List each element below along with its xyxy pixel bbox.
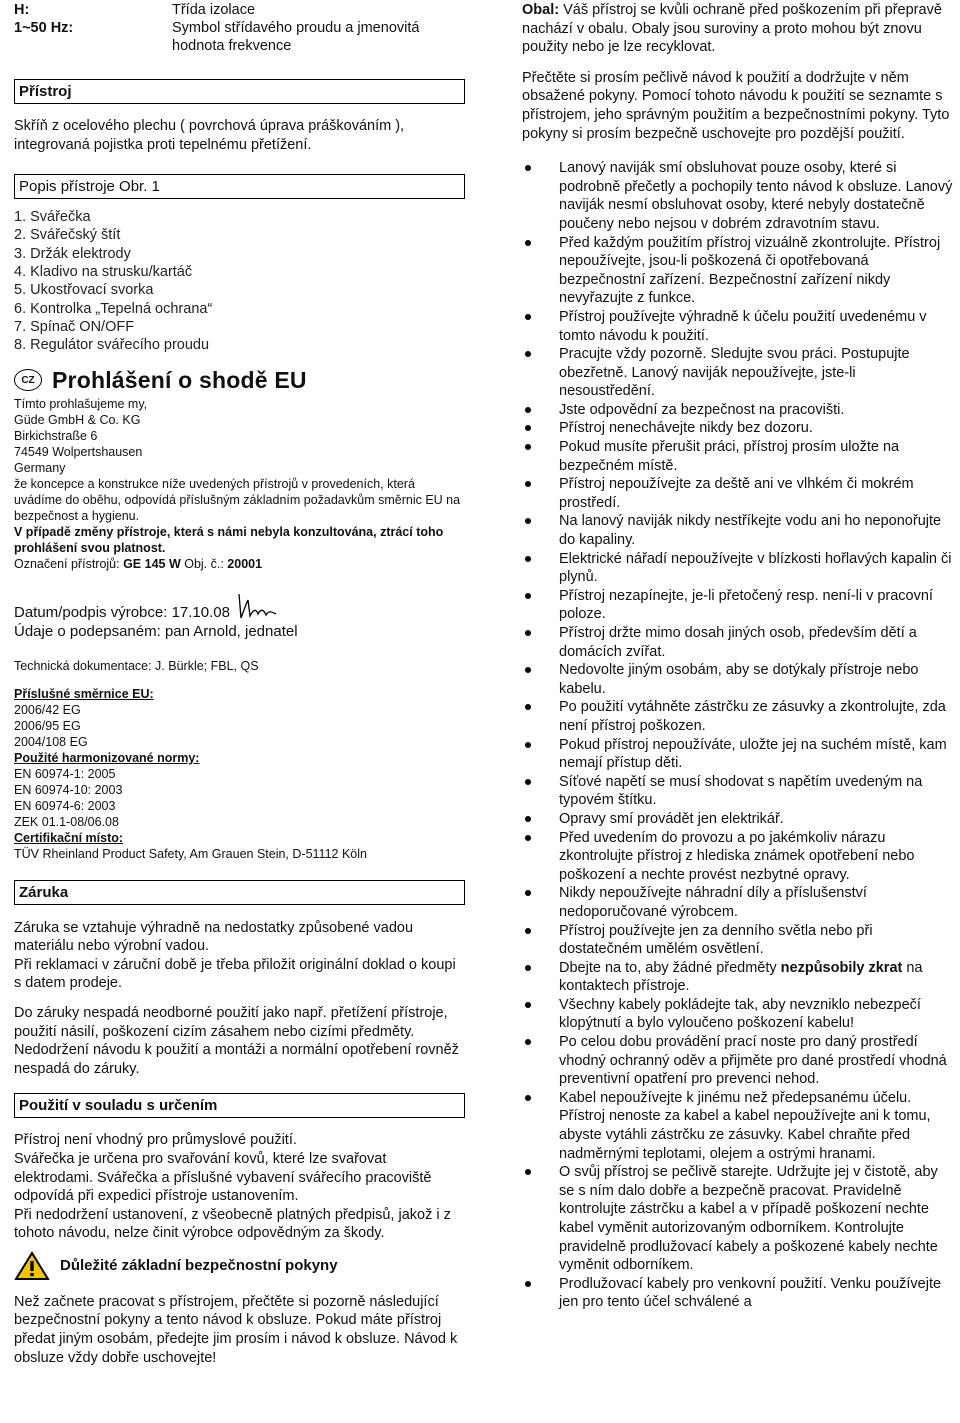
directive-item: 2006/95 EG [14,718,81,733]
bullet-item: Pokud musíte přerušit práci, přístroj prosím uložte na bezpečném místě. [522,438,954,475]
tech-doc: Technická dokumentace: J. Bürkle; FBL, QS [14,658,259,673]
definitions [14,1,466,55]
emphasis: nezpůsobily zkrat [780,959,903,976]
bullet-item: Přístroj používejte výhradně k účelu použití uvedenému v tomto návodu k použití. [522,308,954,345]
bullet-item: Jste odpovědní za bezpečnost na pracovišti. [522,401,954,420]
declaration-title: Prohlášení o shodě EU [52,366,307,393]
norm-item: ZEK 01.1-08/06.08 [14,814,119,829]
designation-label: Označení přístrojů: [14,556,124,571]
norm-item: EN 60974-10: 2003 [14,782,123,797]
norm-item: EN 60974-1: 2005 [14,766,116,781]
list-item: 1. Svářečka [14,209,91,226]
bullet-item: Elektrické nářadí nepoužívejte v blízkosti hořlavých kapalin či plynů. [522,550,954,587]
popis-list [14,208,466,354]
right-column [522,0,954,1312]
bullet-item: Přístroj nepoužívejte za deště ani ve vlhkém či mokrém prostředí. [522,475,954,512]
obj-value: 20001 [227,556,263,571]
bullet-item: Nikdy nepoužívejte náhradní díly a příslušenství nedoporučované výrobcem. [522,884,954,921]
directive-item: 2004/108 EG [14,734,88,749]
bullet-item: Přístroj nezapínejte, je-li přetočený resp. není-li v pracovní poloze. [522,587,954,624]
list-item: 4. Kladivo na strusku/kartáč [14,264,193,281]
bullet-item: Nedovolte jiným osobám, aby se dotýkaly přístroje nebo kabelu. [522,661,954,698]
safety-bullets [522,159,954,1312]
declaration-body [14,396,466,572]
signature-icon [236,590,280,622]
bullet-item: O svůj přístroj se pečlivě starejte. Udržujte jej v čistotě, aby se s ním dalo dobře a bezpečně pracovat. Pravidelně kontrolujte zástrčku a kabel a v případě poškození nechte kabel vyměnit autorizovaným odborníkem. Kontrolujte pravidelně prodlužovací kabely a poškozené kabely nechte vyměnit odborníkem. [522,1163,954,1275]
declaration-line: Birkichstraße 6 [14,428,98,443]
bullet-item: Všechny kabely pokládejte tak, aby nevzniklo nebezpečí klopýtnutí a bylo vyloučeno poškození kabelu! [522,996,954,1033]
designation-value: GE 145 W [123,556,181,571]
safety-text: Než začnete pracovat s přístrojem, přečtěte si pozorně následující bezpečnostní pokyny a tento návod k obsluze. Pokud máte přístroj předat jiným osobám, předejte jim prosím i návod k obsluze. Návod k obsluze vždy dobře uschovejte! [14,1293,458,1366]
list-item: 3. Držák elektrody [14,245,131,262]
bullet-item: Lanový naviják smí obsluhovat pouze osoby, které si podrobně přečetly a pochopily tento návod k obsluze. Lanový naviják nesmí obsluhovat osoby, které nebyly dostatečně poučeny nebo nejsou v dobrém zdravotním stavu. [522,159,954,233]
section-heading-pouziti: Použití v souladu s určením [14,1093,465,1118]
bullet-item: Prodlužovací kabely pro venkovní použití. Venku používejte jen pro tento účel schválené a [522,1275,954,1312]
bullet-item: Před uvedením do provozu a po jakémkoliv nárazu zkontrolujte přístroj z hlediska známek opotřebení nebo poškození a nechte provést nezbytné opravy. [522,829,954,885]
safety-heading-row [14,1251,466,1281]
signer-line: Údaje o podepsaném: pan Arnold, jednatel [14,622,298,640]
list-item: 2. Svářečský štít [14,227,121,244]
list-item: 7. Spínač ON/OFF [14,318,135,335]
bullet-item: Po použití vytáhněte zástrčku ze zásuvky a zkontrolujte, zda není přístroj poškozen. [522,698,954,735]
date-signature-line [14,590,466,622]
bullet-item: Dbejte na to, aby žádné předměty nezpůsobily zkrat na kontaktech přístroje. [522,959,954,996]
section-heading-popis: Popis přístroje Obr. 1 [14,174,465,199]
directive-item: 2006/42 EG [14,702,81,717]
list-item: 6. Kontrolka „Tepelná ochrana“ [14,300,213,317]
directives-heading: Příslušné směrnice EU: [14,686,154,701]
zaruka-p1: Záruka se vztahuje výhradně na nedostatky způsobené vadou materiálu nebo výrobní vadou. [14,919,414,955]
obal-label: Obal: [522,2,560,18]
declaration-line: 74549 Wolpertshausen [14,444,143,459]
declaration-header [14,367,466,394]
obal-text: Váš přístroj se kvůli ochraně před poškozením při přepravě nachází v obalu. Obaly jsou suroviny a proto mohou být znovu použity nebo je lze recyklovat. [522,2,942,56]
list-item: 5. Ukostřovací svorka [14,282,154,299]
pouziti-p3: Při nedodržení ustanovení, z všeobecně platných předpisů, jakož i z tohoto návodu, nelze činit výrobce odpovědným za škody. [14,1206,451,1242]
norms-heading: Použité harmonizované normy: [14,750,200,765]
zaruka-p3: Do záruky nespadá neodborné použití jako např. přetížení přístroje, použití násilí, poškození cizím zásahem nebo cizími předměty. Nedodržení návodu k použití a montáži a normální opotřebení rovněž nespadá do záruky. [14,1004,459,1077]
norms-block [14,686,466,862]
safety-heading: Důležité základní bezpečnostní pokyny [60,1257,338,1275]
def-value: Třída izolace [172,2,256,18]
pouziti-p2: Svářečka je určena pro svařování kovů, které lze svařovat elektrodami. Svářečka a příslušné vybavení svářecího pracoviště odpovídá při expedici přístroje ustanovením. [14,1150,432,1205]
bullet-item: Pracujte vždy pozorně. Sledujte svou práci. Postupujte obezřetně. Lanový naviják nepoužívejte, jste-li nesoustředění. [522,345,954,401]
cert-text: TÜV Rheinland Product Safety, Am Grauen Stein, D-51112 Köln [14,846,367,861]
pouziti-p1: Přístroj není vhodný pro průmyslové použití. [14,1132,297,1149]
intro-paragraph: Přečtěte si prosím pečlivě návod k použití a dodržujte v něm obsažené pokyny. Pomocí tohoto návodu k použití se seznamte s přístrojem, jeho správným použitím a bezpečnostními pokyny. Tyto pokyny si prosím bezpečně uschovejte pro pozdější použití. [522,69,950,142]
pristroj-text: Skříň z ocelového plechu ( povrchová úprava práškováním ), integrovaná pojistka proti tepelnému přetížení. [14,118,405,153]
obal-paragraph [522,1,954,57]
declaration-line: Güde GmbH & Co. KG [14,412,141,427]
obj-label: Obj. č.: [180,556,228,571]
cert-heading: Certifikační místo: [14,830,124,845]
date-line: Datum/podpis výrobce: 17.10.08 [14,603,230,621]
def-key: 1~50 Hz: [14,20,74,36]
def-key: H: [14,2,30,18]
declaration-line: Germany [14,460,66,475]
designation-line [14,556,466,572]
left-column [14,0,466,1367]
bullet-item: Po celou dobu provádění prací noste pro daný prostředí vhodný ochranný oděv a přijměte pro dané prostředí vhodná preventivní opatření pro prevenci nehod. [522,1033,954,1089]
bullet-item: Přístroj používejte jen za denního světla nebo při dostatečném umělém osvětlení. [522,922,954,959]
bullet-item: Síťové napětí se musí shodovat s napětím uvedeným na typovém štítku. [522,773,954,810]
section-heading-pristroj: Přístroj [14,79,465,104]
norm-item: EN 60974-6: 2003 [14,798,116,813]
list-item: 8. Regulátor svářecího proudu [14,337,210,354]
declaration-warning: V případě změny přístroje, která s námi nebyla konzultována, ztrácí toho prohlášení svou platnost. [14,524,444,555]
bullet-item: Přístroj držte mimo dosah jiných osob, především dětí a domácích zvířat. [522,624,954,661]
def-value: Symbol střídavého proudu a jmenovitá hodnota frekvence [172,20,420,54]
zaruka-p2: Při reklamaci v záruční době je třeba přiložit originální doklad o koupi s datem prodeje. [14,956,456,992]
bullet-item: Na lanový naviják nikdy nestříkejte vodu ani ho neponořujte do kapaliny. [522,512,954,549]
cz-badge: CZ [14,369,42,391]
bullet-item: Před každým použitím přístroj vizuálně zkontrolujte. Přístroj nepoužívejte, jsou-li poškozená či opotřebovaná bezpečnostní zařízení. Bezpečnostní zařízení nikdy nevyřazujte z funkce. [522,234,954,308]
bullet-item: Přístroj nenechávejte nikdy bez dozoru. [522,419,954,438]
declaration-line: že koncepce a konstrukce níže uvedených přístrojů v provedeních, která uvádíme do oběhu, odpovídá příslušným základním požadavkům směrnic EU na bezpečnost a hygienu. [14,476,461,523]
section-heading-zaruka: Záruka [14,880,465,905]
declaration-line: Tímto prohlašujeme my, [14,396,148,411]
bullet-item: Kabel nepoužívejte k jinému než předepsanému účelu. Přístroj nenoste za kabel a kabel nepoužívejte ani k tomu, abyste vytáhli zástrčku ze zásuvky. Kabel chraňte před nadměrnými teplotami, olejem a ostrými hranami. [522,1089,954,1163]
bullet-item: Opravy smí provádět jen elektrikář. [522,810,954,829]
bullet-item: Pokud přístroj nepoužíváte, uložte jej na suchém místě, kam nemají přístup děti. [522,736,954,773]
warning-icon [14,1251,50,1281]
